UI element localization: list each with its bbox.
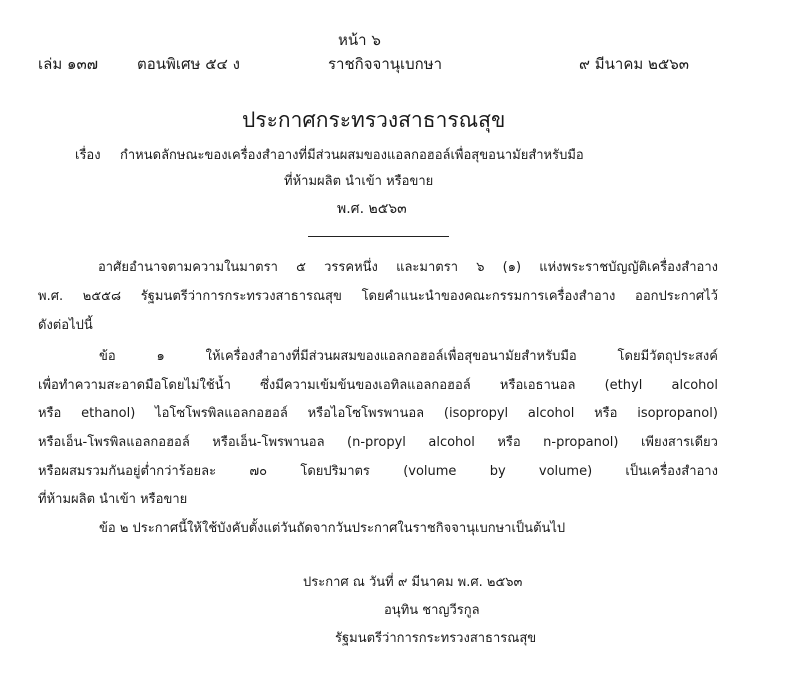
signatory-position: รัฐมนตรีว่าการกระทรวงสาธารณสุข: [335, 631, 537, 646]
title-divider: [308, 236, 449, 237]
signatory-name: อนุทิน ชาญวีรกูล: [384, 603, 480, 618]
clause-1-line-3: หรือ ethanol) ไอโซโพรพิลแอลกอฮอล์ หรือไอโซโพรพานอล (isopropyl alcohol หรือ isopropanol): [38, 406, 718, 421]
paragraph-1-line-3: ดังต่อไปนี้: [38, 318, 93, 333]
section-number: ตอนพิเศษ ๕๔ ง: [137, 55, 240, 73]
clause-2: ข้อ ๒ ประกาศนี้ให้ใช้บังคับตั้งแต่วันถัดจากวันประกาศในราชกิจจานุเบกษาเป็นต้นไป: [99, 521, 566, 536]
signature-date: ประกาศ ณ วันที่ ๙ มีนาคม พ.ศ. ๒๕๖๓: [303, 575, 523, 590]
announcement-year: พ.ศ. ๒๕๖๓: [337, 201, 407, 217]
volume-number: เล่ม ๑๓๗: [38, 55, 99, 73]
gazette-name: ราชกิจจานุเบกษา: [328, 55, 443, 73]
paragraph-1-line-2: พ.ศ. ๒๕๕๘ รัฐมนตรีว่าการกระทรวงสาธารณสุข โดยคำแนะนำของคณะกรรมการเครื่องสำอาง ออกประกาศไว้: [38, 289, 718, 304]
page-number: หน้า ๖: [338, 31, 381, 49]
subject-line-1: กำหนดลักษณะของเครื่องสำอางที่มีส่วนผสมของแอลกอฮอล์เพื่อสุขอนามัยสำหรับมือ: [120, 148, 584, 163]
clause-1-line-5: หรือผสมรวมกันอยู่ต่ำกว่าร้อยละ ๗๐ โดยปริมาตร (volume by volume) เป็นเครื่องสำอาง: [38, 464, 718, 479]
clause-1-line-4: หรือเอ็น-โพรพิลแอลกอฮอล์ หรือเอ็น-โพรพานอล (n-propyl alcohol หรือ n-propanol) เพียงสารเดียว: [38, 435, 718, 450]
clause-1-line-2: เพื่อทำความสะอาดมือโดยไม่ใช้น้ำ ซึ่งมีความเข้มข้นของเอทิลแอลกอฮอล์ หรือเอธานอล (ethyl alcohol: [38, 378, 718, 393]
subject-line-2: ที่ห้ามผลิต นำเข้า หรือขาย: [284, 174, 434, 189]
issue-date: ๙ มีนาคม ๒๕๖๓: [579, 55, 690, 73]
announcement-title: ประกาศกระทรวงสาธารณสุข: [242, 108, 506, 132]
paragraph-1-line-1: อาศัยอำนาจตามความในมาตรา ๕ วรรคหนึ่ง และมาตรา ๖ (๑) แห่งพระราชบัญญัติเครื่องสำอาง: [98, 260, 718, 275]
clause-1-line-6: ที่ห้ามผลิต นำเข้า หรือขาย: [38, 492, 188, 507]
subject-label: เรื่อง: [75, 148, 101, 163]
clause-1-line-1: ข้อ ๑ ให้เครื่องสำอางที่มีส่วนผสมของแอลกอฮอล์เพื่อสุขอนามัยสำหรับมือ โดยมีวัตถุประสงค์: [99, 349, 718, 364]
